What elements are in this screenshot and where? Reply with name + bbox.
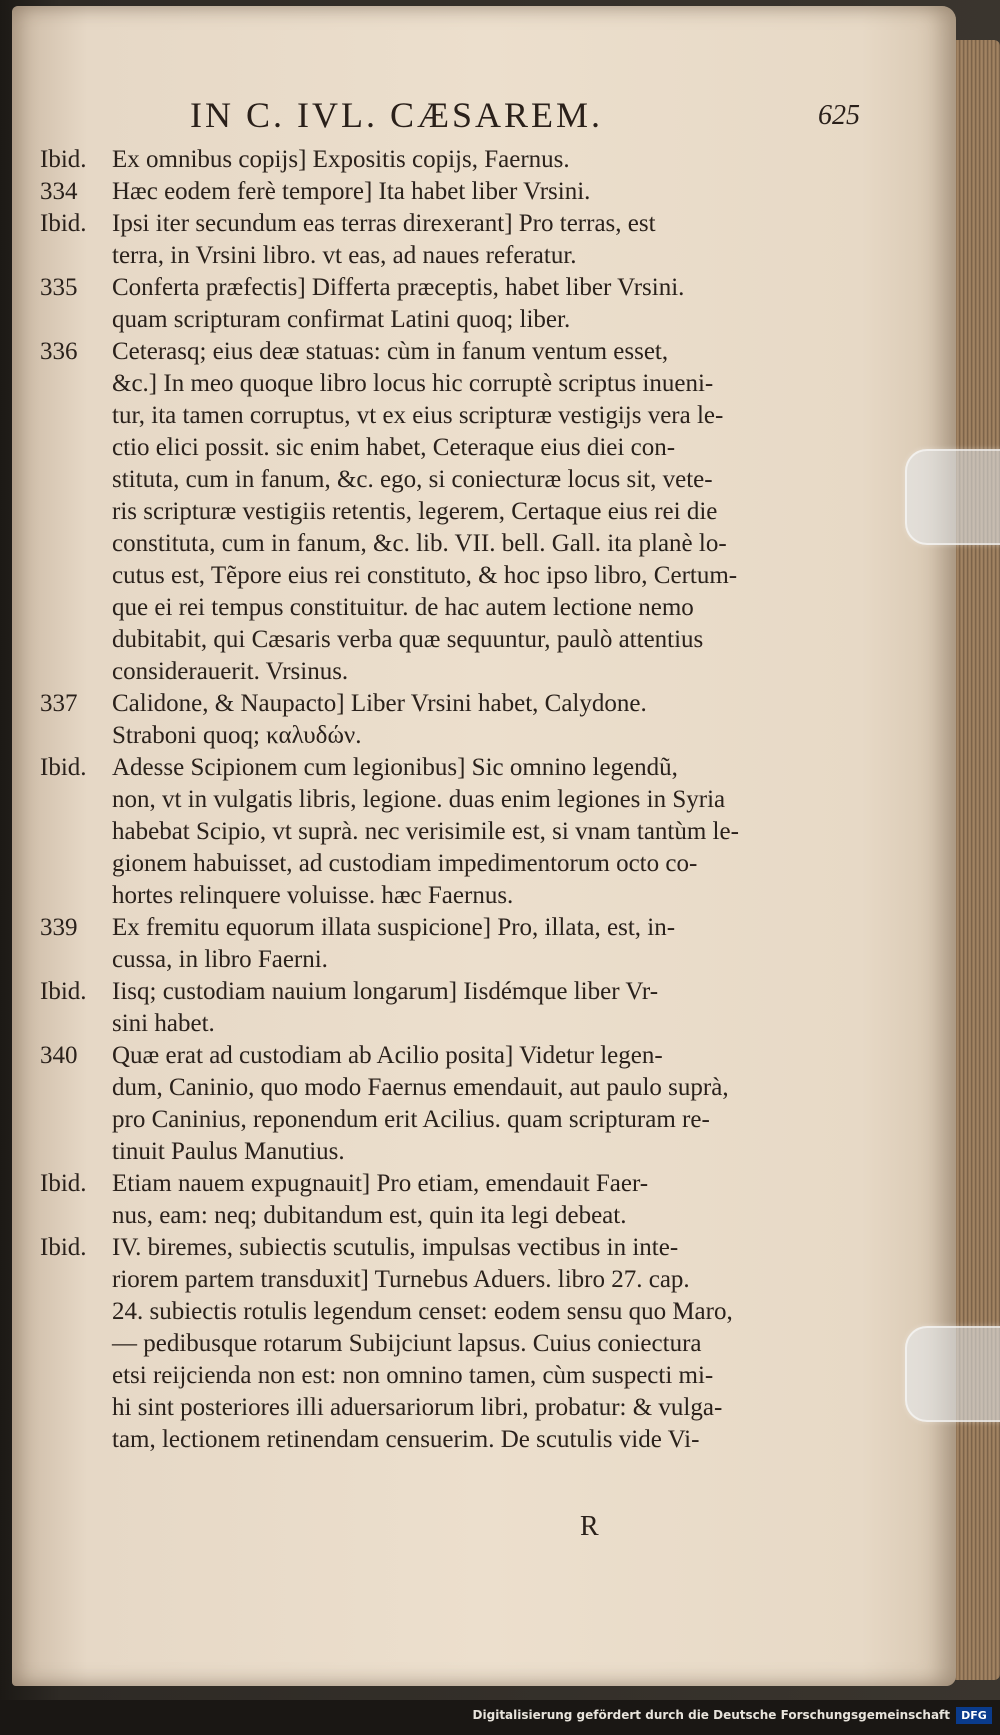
- margin-reference: Ibid.: [40, 210, 87, 237]
- line-text: 24. subiectis rotulis legendum censet: eodem sensu quo Maro,: [112, 1298, 733, 1325]
- page-number: 625: [818, 100, 860, 131]
- line-text: &c.] In meo quoque libro locus hic corruptè scriptus inueni-: [112, 370, 714, 397]
- line-text: Ipsi iter secundum eas terras direxerant] Pro terras, est: [112, 210, 656, 237]
- text-line: [40, 720, 800, 752]
- text-line: [40, 560, 800, 592]
- line-text: ctio elici possit. sic enim habet, Ceteraque eius diei con-: [112, 434, 676, 461]
- margin-reference: 335: [40, 274, 78, 301]
- text-line: [40, 688, 800, 720]
- margin-reference: Ibid.: [40, 146, 87, 173]
- line-text: terra, in Vrsini libro. vt eas, ad naues referatur.: [112, 242, 577, 269]
- text-line: [40, 1296, 800, 1328]
- line-text: tam, lectionem retinendam censuerim. De scutulis vide Vi-: [112, 1426, 700, 1453]
- footer-bar: [0, 1700, 1000, 1735]
- text-line: [40, 464, 800, 496]
- text-line: [40, 368, 800, 400]
- text-line: [40, 880, 800, 912]
- line-text: dum, Caninio, quo modo Faernus emendauit, aut paulo suprà,: [112, 1074, 729, 1101]
- text-line: [40, 1168, 800, 1200]
- text-line: [40, 1040, 800, 1072]
- line-text: sini habet.: [112, 1010, 215, 1037]
- line-text: IV. biremes, subiectis scutulis, impulsas vectibus in inte-: [112, 1234, 679, 1261]
- line-text: tur, ita tamen corruptus, vt ex eius scripturæ vestigijs vera le-: [112, 402, 724, 429]
- signature-mark: R: [580, 1511, 599, 1542]
- text-line: [40, 1360, 800, 1392]
- text-line: [40, 496, 800, 528]
- line-text: considerauerit. Vrsinus.: [112, 658, 349, 685]
- margin-reference: Ibid.: [40, 978, 87, 1005]
- page-body: [40, 144, 800, 1456]
- text-line: [40, 1136, 800, 1168]
- line-text: gionem habuisset, ad custodiam impedimentorum octo co-: [112, 850, 698, 877]
- margin-reference: Ibid.: [40, 1234, 87, 1261]
- text-line: [40, 1424, 800, 1456]
- text-line: [40, 432, 800, 464]
- text-line: [40, 400, 800, 432]
- funding-credit: Digitalisierung gefördert durch die Deutsche Forschungsgemeinschaft: [472, 1708, 950, 1722]
- page-header: [120, 94, 880, 144]
- text-line: [40, 336, 800, 368]
- line-text: Ex fremitu equorum illata suspicione] Pro, illata, est, in-: [112, 914, 676, 941]
- text-line: [40, 848, 800, 880]
- text-line: [40, 1008, 800, 1040]
- line-text: ris scripturæ vestigiis retentis, legerem, Certaque eius rei die: [112, 498, 718, 525]
- line-text: nus, eam: neq; dubitandum est, quin ita legi debeat.: [112, 1202, 627, 1229]
- margin-reference: Ibid.: [40, 1170, 87, 1197]
- margin-reference: Ibid.: [40, 754, 87, 781]
- margin-reference: 336: [40, 338, 78, 365]
- line-text: cutus est, Tẽpore eius rei constituto, & hoc ipso libro, Certum-: [112, 562, 738, 589]
- line-text: quam scripturam confirmat Latini quoq; liber.: [112, 306, 571, 333]
- text-line: [40, 752, 800, 784]
- line-text: non, vt in vulgatis libris, legione. duas enim legiones in Syria: [112, 786, 726, 813]
- line-text: Adesse Scipionem cum legionibus] Sic omnino legendũ,: [112, 754, 678, 781]
- line-text: que ei rei tempus constituitur. de hac autem lectione nemo: [112, 594, 694, 621]
- margin-reference: 337: [40, 690, 78, 717]
- page-tab-marker: [905, 1326, 1000, 1422]
- text-line: [40, 1264, 800, 1296]
- line-text: Ex omnibus copijs] Expositis copijs, Faernus.: [112, 146, 570, 173]
- text-line: [40, 592, 800, 624]
- margin-reference: 340: [40, 1042, 78, 1069]
- line-text: hi sint posteriores illi aduersariorum libri, probatur: & vulga-: [112, 1394, 723, 1421]
- text-line: [40, 176, 800, 208]
- line-text: dubitabit, qui Cæsaris verba quæ sequuntur, paulò attentius: [112, 626, 704, 653]
- margin-reference: 334: [40, 178, 78, 205]
- line-text: stituta, cum in fanum, &c. ego, si coniecturæ locus sit, vete-: [112, 466, 713, 493]
- running-title: IN C. IVL. CÆSAREM.: [190, 95, 604, 135]
- text-line: [40, 944, 800, 976]
- text-line: [40, 272, 800, 304]
- line-text: Straboni quoq; καλυδών.: [112, 722, 362, 749]
- text-line: [40, 976, 800, 1008]
- text-line: [40, 144, 800, 176]
- dfg-logo: DFG: [956, 1707, 992, 1724]
- line-text: hortes relinquere voluisse. hæc Faernus.: [112, 882, 514, 909]
- text-line: [40, 816, 800, 848]
- line-text: Quæ erat ad custodiam ab Acilio posita] Videtur legen-: [112, 1042, 663, 1069]
- text-line: [40, 656, 800, 688]
- line-text: habebat Scipio, vt suprà. nec verisimile est, si vnam tantùm le-: [112, 818, 739, 845]
- line-text: Conferta præfectis] Differta præceptis, habet liber Vrsini.: [112, 274, 685, 301]
- text-line: [40, 1104, 800, 1136]
- text-line: [40, 1232, 800, 1264]
- line-text: Etiam nauem expugnauit] Pro etiam, emendauit Faer-: [112, 1170, 649, 1197]
- page-tab-marker: [905, 449, 1000, 545]
- line-text: cussa, in libro Faerni.: [112, 946, 328, 973]
- text-line: [40, 1392, 800, 1424]
- text-line: [40, 1072, 800, 1104]
- text-line: [40, 1328, 800, 1360]
- line-text: — pedibusque rotarum Subijciunt lapsus. Cuius coniectura: [112, 1330, 702, 1357]
- text-line: [40, 240, 800, 272]
- line-text: Ceterasq; eius deæ statuas: cùm in fanum ventum esset,: [112, 338, 669, 365]
- text-line: [40, 208, 800, 240]
- text-line: [40, 624, 800, 656]
- line-text: Hæc eodem ferè tempore] Ita habet liber Vrsini.: [112, 178, 591, 205]
- line-text: etsi reijcienda non est: non omnino tamen, cùm suspecti mi-: [112, 1362, 714, 1389]
- text-line: [40, 1200, 800, 1232]
- line-text: pro Caninius, reponendum erit Acilius. quam scripturam re-: [112, 1106, 710, 1133]
- line-text: tinuit Paulus Manutius.: [112, 1138, 345, 1165]
- line-text: Calidone, & Naupacto] Liber Vrsini habet, Calydone.: [112, 690, 647, 717]
- line-text: riorem partem transduxit] Turnebus Aduers. libro 27. cap.: [112, 1266, 690, 1293]
- text-line: [40, 304, 800, 336]
- line-text: Iisq; custodiam nauium longarum] Iisdémque liber Vr-: [112, 978, 659, 1005]
- line-text: constituta, cum in fanum, &c. lib. VII. bell. Gall. ita planè lo-: [112, 530, 727, 557]
- text-line: [40, 784, 800, 816]
- text-line: [40, 912, 800, 944]
- margin-reference: 339: [40, 914, 78, 941]
- text-line: [40, 528, 800, 560]
